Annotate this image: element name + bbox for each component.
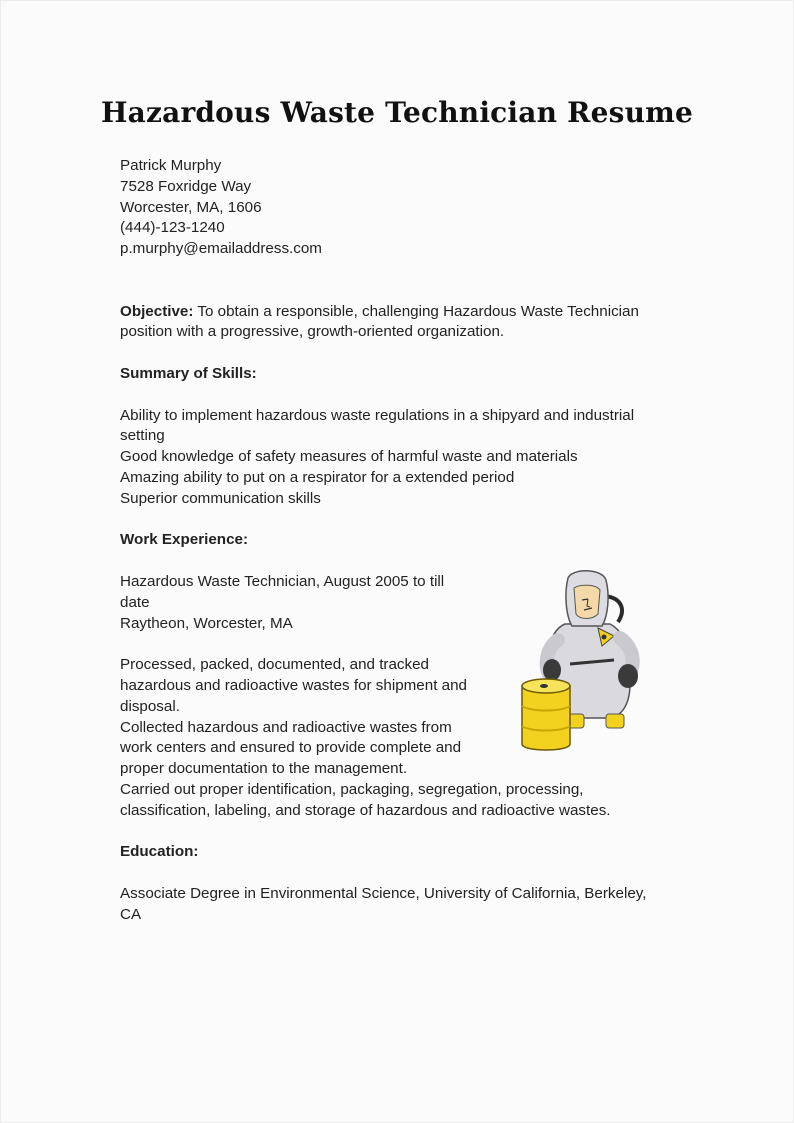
skills-line: Superior communication skills <box>120 489 321 507</box>
duty-line: Processed, packed, documented, and tracked <box>120 656 430 674</box>
spacer <box>120 260 680 302</box>
resume-body <box>120 156 680 925</box>
job-line: Raytheon, Worcester, MA <box>120 614 293 632</box>
job-line: Hazardous Waste Technician, August 2005 to till <box>120 572 445 590</box>
duty-line: Carried out proper identification, packaging, segregation, processing, <box>120 780 584 798</box>
duty-line: proper documentation to the management. <box>120 760 408 778</box>
skills-heading: Summary of Skills: <box>120 364 257 382</box>
education-heading: Education: <box>120 843 199 861</box>
experience-heading: Work Experience: <box>120 531 249 549</box>
contact-email: p.murphy@emailaddress.com <box>120 240 322 258</box>
education-section <box>120 842 680 925</box>
duty-line: hazardous and radioactive wastes for shipment and <box>120 676 467 694</box>
page-title: Hazardous Waste Technician Resume <box>101 96 693 129</box>
spacer <box>120 863 680 884</box>
skills-line: Ability to implement hazardous waste regulations in a shipyard and industrial <box>120 406 635 424</box>
duty-line: disposal. <box>120 697 180 715</box>
skills-line: Amazing ability to put on a respirator for a extended period <box>120 468 515 486</box>
spacer <box>120 343 680 364</box>
job-line: date <box>120 593 150 611</box>
spacer <box>120 822 680 843</box>
contact-street: 7528 Foxridge Way <box>120 177 252 195</box>
skills-line: Good knowledge of safety measures of harmful waste and materials <box>120 448 578 466</box>
spacer <box>120 385 680 406</box>
contact-city: Worcester, MA, 1606 <box>120 198 262 216</box>
education-line: Associate Degree in Environmental Science, University of California, Berkeley, <box>120 884 647 902</box>
skills-section <box>120 364 680 510</box>
duty-line: Collected hazardous and radioactive wastes from <box>120 718 452 736</box>
hazmat-worker-icon <box>510 566 660 766</box>
objective-label: Objective: <box>120 302 194 320</box>
duty-line: work centers and ensured to provide complete and <box>120 739 462 757</box>
objective-section <box>120 302 680 344</box>
contact-phone: (444)-123-1240 <box>120 219 225 237</box>
education-line: CA <box>120 905 142 923</box>
objective-text-line-2: position with a progressive, growth-oriented organization. <box>120 323 505 341</box>
skills-line: setting <box>120 427 165 445</box>
objective-text-line-1: To obtain a responsible, challenging Hazardous Waste Technician <box>193 302 639 320</box>
spacer <box>120 510 680 531</box>
contact-block <box>120 156 680 260</box>
contact-name: Patrick Murphy <box>120 157 222 174</box>
duty-line: classification, labeling, and storage of hazardous and radioactive wastes. <box>120 801 611 819</box>
